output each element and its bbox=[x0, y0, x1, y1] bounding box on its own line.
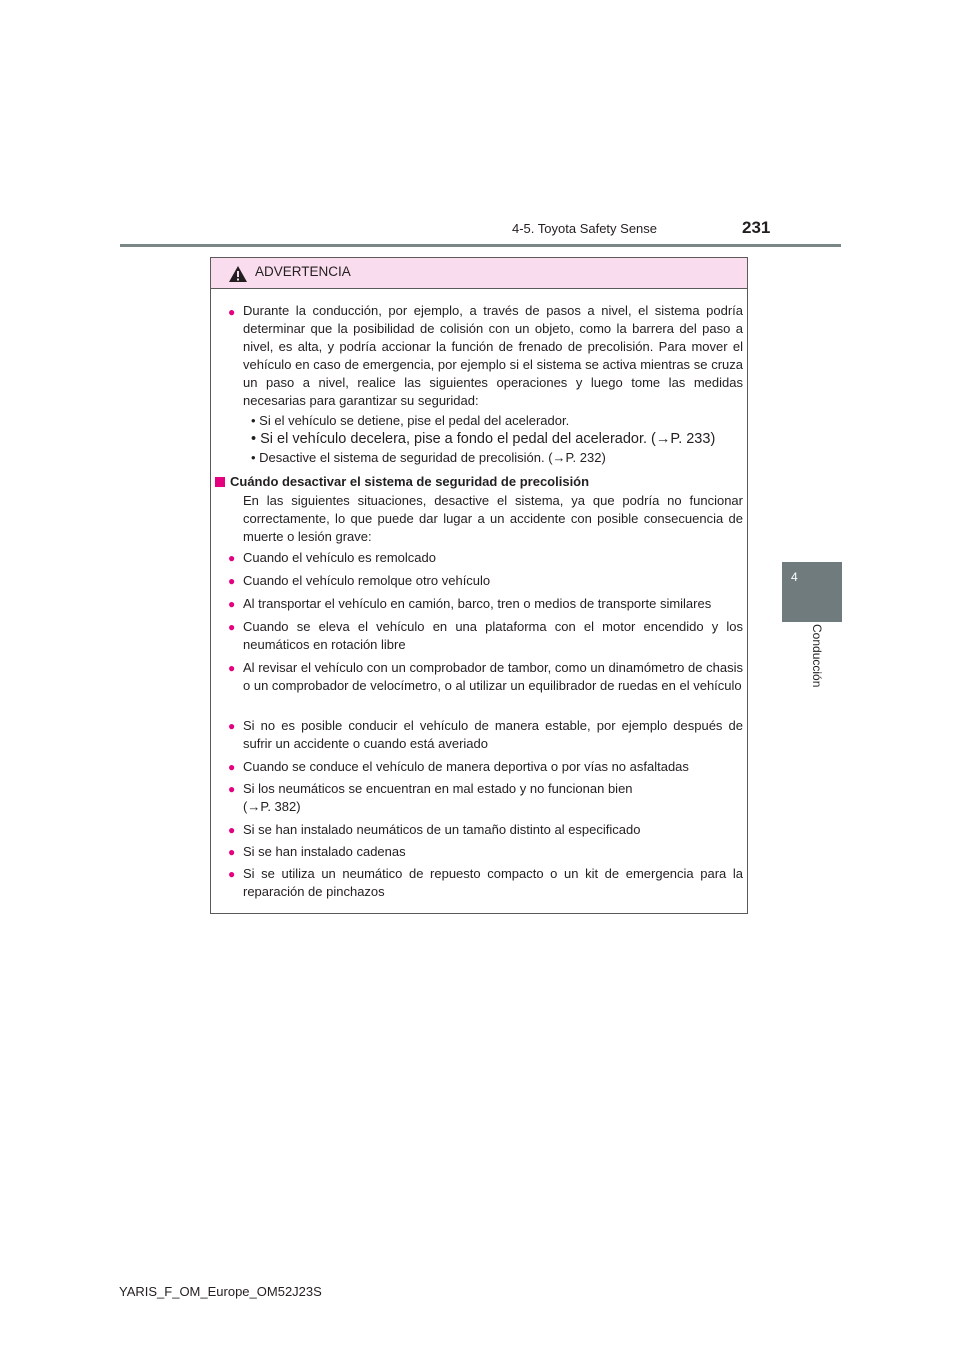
subintro: En las siguientes situaciones, desactive el sistema, ya que podría no funcionar correctamente, lo que puede dar lugar a un accidente con posible consecuencia de muerte o lesión grave: bbox=[243, 493, 743, 544]
warning-title: ADVERTENCIA bbox=[255, 264, 351, 279]
step-item: • Desactive el sistema de seguridad de precolisión. (→P. 232) bbox=[251, 450, 606, 465]
list-item: Al transportar el vehículo en camión, barco, tren o medios de transporte similares bbox=[243, 596, 712, 611]
list-item: Al revisar el vehículo con un comprobador de tambor, como un dinamómetro de chasis o un comprobador de velocímetro, o al utilizar un equilibrador de ruedas en el vehículo bbox=[243, 660, 743, 693]
document-code: YARIS_F_OM_Europe_OM52J23S bbox=[119, 1284, 322, 1299]
bullet-icon: ● bbox=[228, 574, 236, 588]
bullet-icon: ● bbox=[228, 661, 236, 675]
bullet-icon: ● bbox=[228, 823, 236, 837]
warning-intro: Durante la conducción, por ejemplo, a través de pasos a nivel, el sistema podría determinar que la posibilidad de colisión con un objeto, como la barrera del paso a nivel, es alta, y podría accionar la función de frenado de precolisión. Para mover el vehículo en caso de emergencia, por ejemplo si el sistema se activa mientras se cruza un paso a nivel, realice las siguientes operaciones y luego tome las medidas necesarias para garantizar su seguridad: bbox=[243, 303, 743, 408]
step-item: • Si el vehículo decelera, pise a fondo el pedal del acelerador. (→P. 233) bbox=[251, 431, 716, 447]
bullet-icon: ● bbox=[228, 305, 236, 319]
square-bullet-icon bbox=[215, 477, 225, 487]
list-item: Cuando se eleva el vehículo en una plataforma con el motor encendido y los neumáticos en rotación libre bbox=[243, 619, 743, 652]
chapter-side-label bbox=[782, 622, 824, 742]
bullet-icon: ● bbox=[228, 620, 236, 634]
section-title: 4-5. Toyota Safety Sense bbox=[512, 221, 658, 236]
bullet-icon: ● bbox=[228, 597, 236, 611]
list-item: Cuando el vehículo remolque otro vehículo bbox=[243, 573, 491, 588]
list-item: Cuando se conduce el vehículo de manera deportiva o por vías no asfaltadas bbox=[243, 759, 689, 774]
chapter-name: Conducción bbox=[810, 624, 824, 688]
list-item: Cuando el vehículo es remolcado bbox=[243, 550, 436, 565]
subheading: Cuándo desactivar el sistema de seguridad de precolisión bbox=[230, 474, 590, 489]
warning-triangle-icon bbox=[228, 265, 248, 283]
warning-header bbox=[211, 258, 747, 289]
list-item: Si se utiliza un neumático de repuesto compacto o un kit de emergencia para la reparación de pinchazos bbox=[243, 866, 743, 899]
bullet-icon: ● bbox=[228, 782, 236, 796]
list-item: Si se han instalado neumáticos de un tamaño distinto al especificado bbox=[243, 822, 641, 837]
header-rule bbox=[120, 244, 841, 247]
bullet-icon: ● bbox=[228, 760, 236, 774]
list-item: Si se han instalado cadenas bbox=[243, 844, 406, 859]
bullet-icon: ● bbox=[228, 867, 236, 881]
bullet-icon: ● bbox=[228, 551, 236, 565]
warning-box bbox=[210, 257, 748, 914]
chapter-number: 4 bbox=[791, 570, 798, 584]
bullet-icon: ● bbox=[228, 845, 236, 859]
step-item: • Si el vehículo se detiene, pise el pedal del acelerador. bbox=[251, 413, 570, 428]
chapter-tab bbox=[782, 562, 842, 622]
list-item: Si los neumáticos se encuentran en mal estado y no funcionan bien (→P. 382) bbox=[243, 781, 633, 814]
page-number: 231 bbox=[742, 218, 771, 237]
bullet-icon: ● bbox=[228, 719, 236, 733]
list-item: Si no es posible conducir el vehículo de manera estable, por ejemplo después de sufrir un accidente o cuando está averiado bbox=[243, 718, 743, 751]
